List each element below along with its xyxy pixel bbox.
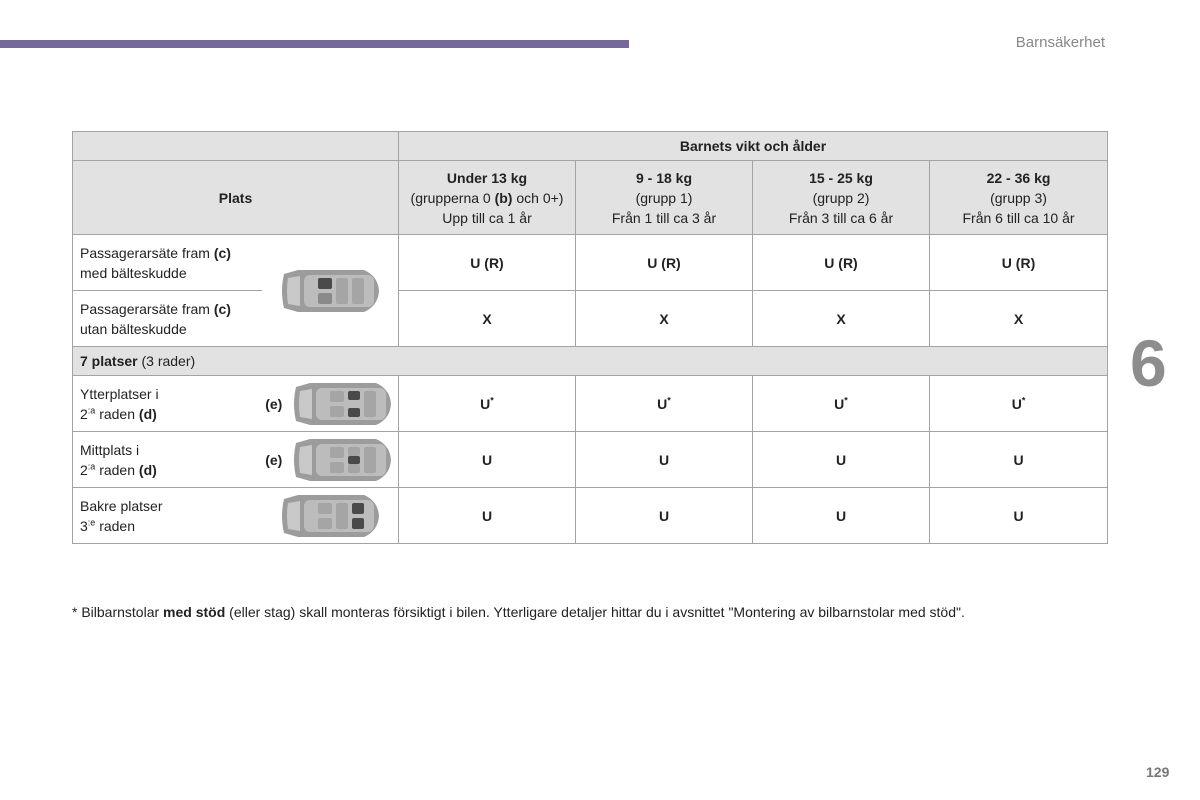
chapter-number: 6 [1130,326,1167,400]
cell-value: U* [576,376,753,432]
section-title: Barnsäkerhet [1015,34,1105,51]
col-header-0: Under 13 kg (grupperna 0 (b) och 0+) Upp till ca 1 år [399,161,576,235]
cell-value: U (R) [576,235,753,291]
cell-value: U (R) [753,235,930,291]
header-empty [73,132,399,161]
cell-value: X [399,291,576,347]
cell-value: U (R) [930,235,1108,291]
cell-value: U [930,432,1108,488]
car-top-view-icon [278,266,382,316]
car-top-view-icon [290,379,394,429]
child-seat-table [72,131,1108,544]
cell-value: U* [753,376,930,432]
cell-value: U* [399,376,576,432]
col-header-2: 15 - 25 kg (grupp 2) Från 3 till ca 6 år [753,161,930,235]
cell-value: U [753,432,930,488]
cell-value: U (R) [399,235,576,291]
cell-value: X [930,291,1108,347]
row-label: Ytterplatser i $2^{:a}$ raden (d) [73,376,262,432]
car-image-cell [262,432,399,488]
row-label: Mittplats i $2^{:a}$ raden (d) [73,432,262,488]
table-row [73,291,1108,347]
cell-value: U* [930,376,1108,432]
section-seven-label: 7 platser (3 rader) [73,347,1108,376]
accent-bar [0,40,629,48]
cell-value: U [930,488,1108,544]
cell-value: U [576,488,753,544]
cell-value: U [576,432,753,488]
col-header-1: 9 - 18 kg (grupp 1) Från 1 till ca 3 år [576,161,753,235]
row-label: Passagerarsäte fram (c) med bälteskudde [73,235,262,291]
car-image-cell [262,488,399,544]
cell-value: X [576,291,753,347]
cell-value: X [753,291,930,347]
table-top-header: Barnets vikt och ålder [399,132,1108,161]
table-row [73,488,1108,544]
badge-e: (e) [265,451,283,468]
table-row [73,432,1108,488]
page-number: 129 [1146,764,1170,780]
car-image-cell [262,235,399,347]
section-row [73,347,1108,376]
badge-e: (e) [265,395,283,412]
car-image-cell [262,376,399,432]
plats-header: Plats [73,161,399,235]
row-label: Passagerarsäte fram (c) utan bälteskudde [73,291,262,347]
row-label: Bakre platser $3^{:e}$ raden [73,488,262,544]
cell-value: U [753,488,930,544]
car-top-view-icon [278,491,382,541]
col-header-3: 22 - 36 kg (grupp 3) Från 6 till ca 10 år [930,161,1108,235]
car-top-view-icon [290,435,394,485]
table-row [73,235,1108,291]
cell-value: U [399,488,576,544]
footnote: * Bilbarnstolar med stöd (eller stag) skall monteras försiktigt i bilen. Ytterligare detaljer hittar du i avsnittet "Montering av bilbarnstolar med stöd". [72,604,965,620]
table-row [73,376,1108,432]
cell-value: U [399,432,576,488]
